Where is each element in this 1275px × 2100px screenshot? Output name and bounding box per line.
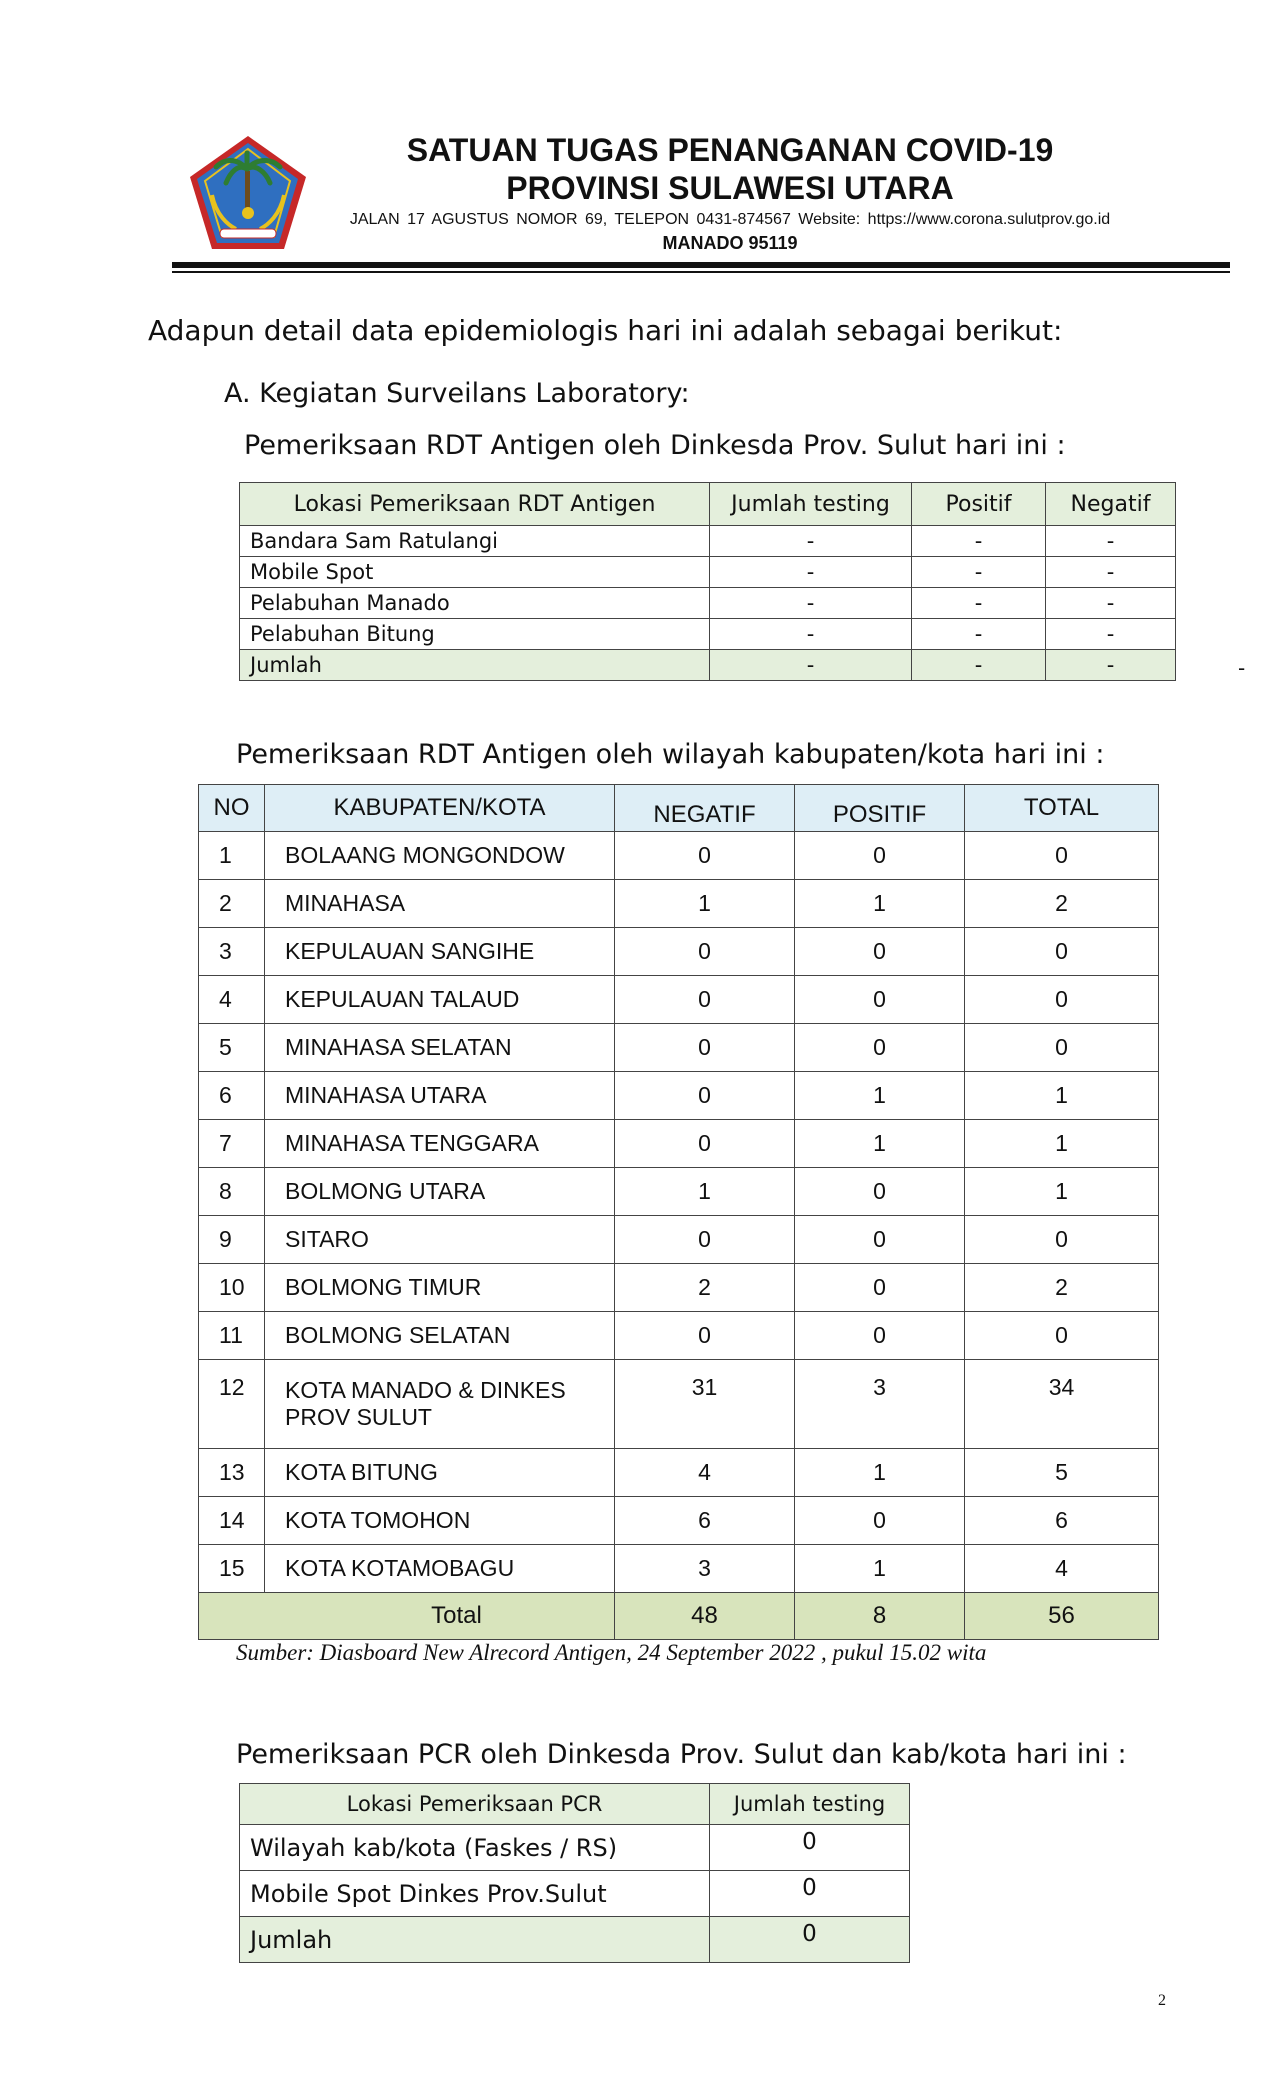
negative-cell: 0 <box>615 976 795 1024</box>
row-number-cell: 10 <box>199 1264 265 1312</box>
table-row <box>199 1312 1159 1360</box>
total-testing: - <box>710 650 912 681</box>
row-number-cell: 13 <box>199 1449 265 1497</box>
region-name-cell: BOLAANG MONGONDOW <box>265 832 615 880</box>
region-name-cell: KOTA MANADO & DINKES PROV SULUT <box>265 1360 615 1449</box>
total-cell: 0 <box>965 1312 1159 1360</box>
pcr-title: Pemeriksaan PCR oleh Dinkesda Prov. Sulut dan kab/kota hari ini : <box>236 1739 1127 1770</box>
total-cell: 0 <box>965 1216 1159 1264</box>
region-name-cell: KOTA KOTAMOBAGU <box>265 1545 615 1593</box>
positive-cell: 0 <box>795 1216 965 1264</box>
testing-cell: - <box>710 557 912 588</box>
table-row <box>199 1168 1159 1216</box>
row-number-cell: 12 <box>199 1360 265 1449</box>
positive-cell: 0 <box>795 1312 965 1360</box>
total-cell: 1 <box>965 1120 1159 1168</box>
table-row <box>199 1545 1159 1593</box>
total-negative: - <box>1046 650 1176 681</box>
table-row <box>240 526 1176 557</box>
intro-text: Adapun detail data epidemiologis hari ini adalah sebagai berikut: <box>148 314 1063 347</box>
positive-cell: 3 <box>795 1360 965 1449</box>
table-header-row <box>240 483 1176 526</box>
positive-cell: - <box>912 526 1046 557</box>
positive-cell: - <box>912 619 1046 650</box>
rdt-prov-title: Pemeriksaan RDT Antigen oleh Dinkesda Prov. Sulut hari ini : <box>244 430 1066 461</box>
negative-cell: 0 <box>615 1216 795 1264</box>
stray-dash-mark: - <box>1238 656 1246 680</box>
positive-cell: - <box>912 588 1046 619</box>
total-cell: 1 <box>965 1072 1159 1120</box>
rdt-prov-table <box>239 482 1176 681</box>
table-row <box>199 1072 1159 1120</box>
negative-cell: - <box>1046 557 1176 588</box>
location-cell: Pelabuhan Manado <box>240 588 710 619</box>
region-name-cell: MINAHASA UTARA <box>265 1072 615 1120</box>
org-name-line2: PROVINSI SULAWESI UTARA <box>506 170 954 206</box>
org-address: JALAN 17 AGUSTUS NOMOR 69, TELEPON 0431-874567 Website: https://www.corona.sulutprov.go.id <box>349 211 1111 228</box>
negative-cell: 4 <box>615 1449 795 1497</box>
negative-cell: 31 <box>615 1360 795 1449</box>
total-cell: 0 <box>965 976 1159 1024</box>
province-emblem-logo <box>186 133 310 253</box>
negative-cell: 0 <box>615 928 795 976</box>
positive-cell: - <box>912 557 1046 588</box>
row-number-cell: 5 <box>199 1024 265 1072</box>
total-testing: 0 <box>710 1917 910 1963</box>
negative-cell: 1 <box>615 1168 795 1216</box>
negative-cell: 6 <box>615 1497 795 1545</box>
positive-cell: 1 <box>795 1449 965 1497</box>
row-number-cell: 6 <box>199 1072 265 1120</box>
total-cell: 1 <box>965 1168 1159 1216</box>
row-number-cell: 1 <box>199 832 265 880</box>
location-cell: Mobile Spot Dinkes Prov.Sulut <box>240 1871 710 1917</box>
row-number-cell: 2 <box>199 880 265 928</box>
positive-cell: 0 <box>795 1264 965 1312</box>
region-name-cell: BOLMONG UTARA <box>265 1168 615 1216</box>
positive-cell: 0 <box>795 1168 965 1216</box>
negative-cell: 0 <box>615 1072 795 1120</box>
table-row <box>199 1497 1159 1545</box>
header-rule-thin <box>172 271 1230 273</box>
negative-cell: - <box>1046 526 1176 557</box>
row-number-cell: 14 <box>199 1497 265 1545</box>
column-header: TOTAL <box>965 785 1159 832</box>
table-row <box>199 928 1159 976</box>
column-header: Negatif <box>1046 483 1176 526</box>
negative-cell: - <box>1046 619 1176 650</box>
rdt-kab-body <box>199 832 1159 1593</box>
negative-cell: 0 <box>615 1024 795 1072</box>
positive-cell: 1 <box>795 880 965 928</box>
total-cell: 4 <box>965 1545 1159 1593</box>
column-header: Lokasi Pemeriksaan PCR <box>240 1784 710 1825</box>
column-header: NO <box>199 785 265 832</box>
source-note: Sumber: Diasboard New Alrecord Antigen, 24 September 2022 , pukul 15.02 wita <box>236 1640 987 1665</box>
table-row <box>199 832 1159 880</box>
location-cell: Pelabuhan Bitung <box>240 619 710 650</box>
total-label: Jumlah <box>240 1917 710 1963</box>
region-name-cell: BOLMONG TIMUR <box>265 1264 615 1312</box>
region-name-cell: BOLMONG SELATAN <box>265 1312 615 1360</box>
table-row <box>199 1360 1159 1449</box>
testing-cell: - <box>710 588 912 619</box>
table-row <box>199 1449 1159 1497</box>
header-rule-thick <box>172 262 1230 268</box>
positive-cell: 0 <box>795 928 965 976</box>
total-row <box>240 650 1176 681</box>
row-number-cell: 8 <box>199 1168 265 1216</box>
table-row <box>199 976 1159 1024</box>
table-row <box>199 1264 1159 1312</box>
rdt-kab-table <box>198 784 1159 1640</box>
total-cell: 6 <box>965 1497 1159 1545</box>
negative-cell: 0 <box>615 1120 795 1168</box>
total-label: Jumlah <box>240 650 710 681</box>
region-name-cell: KEPULAUAN SANGIHE <box>265 928 615 976</box>
location-cell: Mobile Spot <box>240 557 710 588</box>
column-header: Lokasi Pemeriksaan RDT Antigen <box>240 483 710 526</box>
testing-cell: - <box>710 526 912 557</box>
total-cell: 2 <box>965 880 1159 928</box>
column-header: NEGATIF <box>615 785 795 832</box>
negative-cell: 1 <box>615 880 795 928</box>
region-name-cell: SITARO <box>265 1216 615 1264</box>
row-number-cell: 3 <box>199 928 265 976</box>
table-row <box>199 1120 1159 1168</box>
positive-cell: 0 <box>795 976 965 1024</box>
table-row <box>199 1216 1159 1264</box>
negative-cell: 0 <box>615 1312 795 1360</box>
total-cell: 0 <box>965 928 1159 976</box>
total-cell: 0 <box>965 1024 1159 1072</box>
total-cell: 2 <box>965 1264 1159 1312</box>
column-header: KABUPATEN/KOTA <box>265 785 615 832</box>
negative-cell: 0 <box>615 832 795 880</box>
positive-cell: 1 <box>795 1545 965 1593</box>
testing-cell: - <box>710 619 912 650</box>
pcr-table <box>239 1783 910 1963</box>
total-row <box>240 1917 910 1963</box>
negative-cell: 2 <box>615 1264 795 1312</box>
negative-cell: - <box>1046 588 1176 619</box>
page-number: 2 <box>1158 1992 1166 2009</box>
total-row <box>199 1593 1159 1640</box>
positive-cell: 0 <box>795 832 965 880</box>
column-header: Jumlah testing <box>710 1784 910 1825</box>
total-cell: 0 <box>965 832 1159 880</box>
total-cell: 5 <box>965 1449 1159 1497</box>
region-name-cell: MINAHASA SELATAN <box>265 1024 615 1072</box>
positive-cell: 0 <box>795 1024 965 1072</box>
location-cell: Bandara Sam Ratulangi <box>240 526 710 557</box>
table-row <box>240 588 1176 619</box>
negative-cell: 3 <box>615 1545 795 1593</box>
table-row <box>240 1871 910 1917</box>
row-number-cell: 7 <box>199 1120 265 1168</box>
rdt-kab-title: Pemeriksaan RDT Antigen oleh wilayah kabupaten/kota hari ini : <box>236 739 1105 770</box>
positive-cell: 0 <box>795 1497 965 1545</box>
table-row <box>240 557 1176 588</box>
row-number-cell: 4 <box>199 976 265 1024</box>
positive-cell: 1 <box>795 1072 965 1120</box>
region-name-cell: KEPULAUAN TALAUD <box>265 976 615 1024</box>
row-number-cell: 9 <box>199 1216 265 1264</box>
row-number-cell: 11 <box>199 1312 265 1360</box>
total-negative: 48 <box>615 1593 795 1640</box>
location-cell: Wilayah kab/kota (Faskes / RS) <box>240 1825 710 1871</box>
column-header: Positif <box>912 483 1046 526</box>
positive-cell: 1 <box>795 1120 965 1168</box>
total-label: Total <box>199 1593 615 1640</box>
testing-cell: 0 <box>710 1825 910 1871</box>
table-row <box>240 619 1176 650</box>
column-header: POSITIF <box>795 785 965 832</box>
total-cell: 34 <box>965 1360 1159 1449</box>
row-number-cell: 15 <box>199 1545 265 1593</box>
testing-cell: 0 <box>710 1871 910 1917</box>
region-name-cell: MINAHASA TENGGARA <box>265 1120 615 1168</box>
region-name-cell: KOTA BITUNG <box>265 1449 615 1497</box>
column-header: Jumlah testing <box>710 483 912 526</box>
region-name-cell: KOTA TOMOHON <box>265 1497 615 1545</box>
region-name-cell: MINAHASA <box>265 880 615 928</box>
table-row <box>199 880 1159 928</box>
total-all: 56 <box>965 1593 1159 1640</box>
total-positive: 8 <box>795 1593 965 1640</box>
total-positive: - <box>912 650 1046 681</box>
table-row <box>240 1825 910 1871</box>
table-header-row <box>240 1784 910 1825</box>
table-row <box>199 1024 1159 1072</box>
section-a-heading: A. Kegiatan Surveilans Laboratory: <box>224 378 690 409</box>
org-name-line1: SATUAN TUGAS PENANGANAN COVID-19 <box>406 132 1054 168</box>
org-city: MANADO 95119 <box>662 233 798 253</box>
table-header-row <box>199 785 1159 832</box>
